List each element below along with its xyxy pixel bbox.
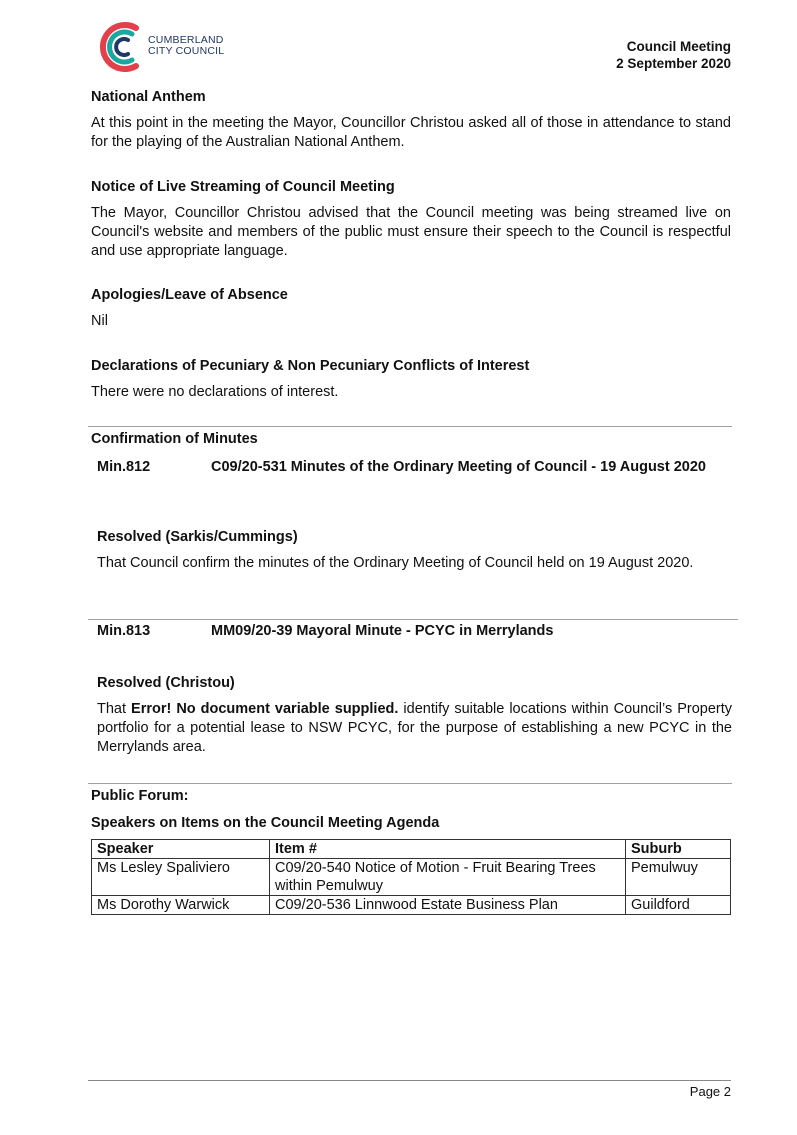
suburb-cell: Guildford [626, 896, 731, 915]
resolution-text-end: identify suitable locations within Council’s Property portfolio for a potential lease to NSW PCYC, for the purpose of establishing a new PCYC in the Merrylands area. [97, 701, 733, 755]
speakers-table [91, 839, 731, 915]
table-row [92, 896, 731, 915]
minute-813-resolution [97, 674, 732, 757]
public-forum-section [91, 787, 731, 833]
apologies-heading: Apologies/Leave of Absence [91, 287, 288, 303]
council-logo [92, 16, 242, 78]
logo-mark-icon [92, 16, 146, 78]
resolution-text [97, 700, 732, 757]
minute-title: C09/20-531 Minutes of the Ordinary Meeting of Council - 19 August 2020 [211, 459, 706, 475]
logo-line2: CITY COUNCIL [148, 45, 225, 57]
declarations-section [91, 357, 731, 402]
streaming-section [91, 178, 731, 261]
item-cell: C09/20-536 Linnwood Estate Business Plan [270, 896, 626, 915]
resolved-heading: Resolved (Sarkis/Cummings) [97, 529, 298, 545]
section-divider [88, 783, 732, 784]
speaker-cell: Ms Lesley Spaliviero [92, 859, 270, 896]
resolution-text: That Council confirm the minutes of the Ordinary Meeting of Council held on 19 August 2020. [97, 555, 694, 571]
page-number: Page 2 [689, 1084, 731, 1099]
table-row [92, 859, 731, 896]
resolved-heading: Resolved (Christou) [97, 675, 235, 691]
speaker-cell: Ms Dorothy Warwick [92, 896, 270, 915]
column-header: Suburb [626, 840, 731, 859]
declarations-heading: Declarations of Pecuniary & Non Pecuniary Conflicts of Interest [91, 358, 530, 374]
meeting-date: 2 September 2020 [616, 56, 731, 71]
public-forum-subheading: Speakers on Items on the Council Meeting Agenda [91, 815, 440, 831]
header-meeting-info [616, 38, 731, 72]
streaming-heading: Notice of Live Streaming of Council Meeting [91, 179, 395, 195]
anthem-text: At this point in the meeting the Mayor, Councillor Christou asked all of those in attendance to stand for the playing of the Australian National Anthem. [91, 115, 731, 150]
logo-text [148, 35, 224, 57]
error-text: Error! No document variable supplied. [131, 701, 399, 717]
section-divider [88, 426, 732, 427]
minute-number: Min.813 [97, 623, 151, 639]
confirmation-heading-wrap [91, 430, 731, 449]
anthem-section [91, 88, 731, 152]
logo-line1: CUMBERLAND [148, 34, 224, 46]
apologies-section [91, 286, 731, 331]
meeting-name: Council Meeting [626, 39, 731, 54]
minute-number: Min.812 [97, 459, 151, 475]
suburb-cell: Pemulwuy [626, 859, 731, 896]
minute-812-resolution [97, 528, 732, 573]
minute-title: MM09/20-39 Mayoral Minute - PCYC in Merrylands [211, 623, 554, 639]
public-forum-heading: Public Forum: [91, 788, 189, 804]
column-header: Speaker [92, 840, 270, 859]
column-header: Item # [270, 840, 626, 859]
anthem-heading: National Anthem [91, 89, 206, 105]
section-divider [88, 619, 738, 620]
streaming-text: The Mayor, Councillor Christou advised that the Council meeting was being streamed live on Council's website and members of the public must ensure their speech to the Council is respectful and use appropriate language. [91, 205, 731, 259]
confirmation-heading: Confirmation of Minutes [91, 431, 258, 447]
item-cell: C09/20-540 Notice of Motion - Fruit Bearing Trees within Pemulwuy [270, 859, 626, 896]
declarations-text: There were no declarations of interest. [91, 384, 339, 400]
apologies-text: Nil [91, 313, 108, 329]
footer-divider [88, 1080, 731, 1081]
resolution-text-start: That [97, 701, 132, 717]
table-header-row [92, 840, 731, 859]
